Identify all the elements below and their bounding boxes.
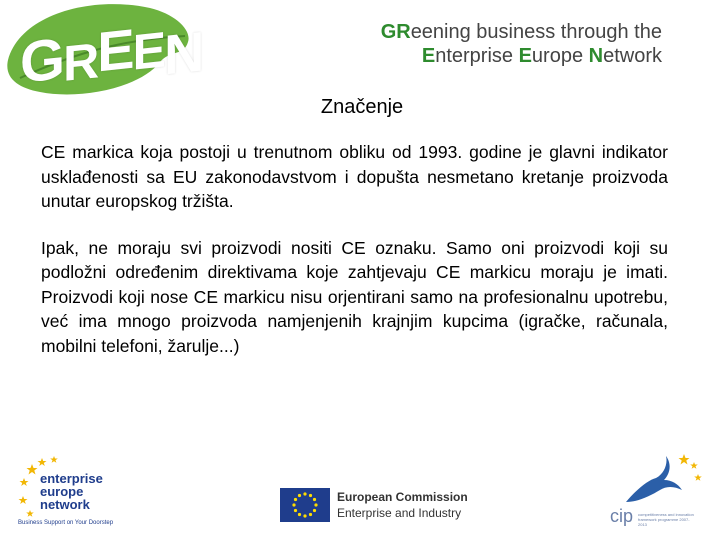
cip-label: cip (610, 506, 634, 526)
slide-content (41, 140, 668, 380)
paragraph: Ipak, ne moraju svi proizvodi nositi CE oznaku. Samo oni proizvodi koji su podložni određenim direktivama koje zahtjevaju CE markicu moraju je imati. Proizvodi koji nose CE markicu nisu orjentirani samo na profesionalnu upotrebu, već ima mnogo proizvoda namjenjenih krajnjim kupcima (igračke, računala, mobilni telefoni, žarulje...) (41, 237, 668, 356)
een-logo (18, 456, 128, 532)
een-logo-text (40, 472, 103, 511)
tagline-highlight: N (588, 45, 604, 67)
eu-flag-icon (280, 488, 330, 522)
header-tagline (381, 20, 662, 68)
ec-title: European Commission (337, 490, 468, 504)
tagline-highlight: E (421, 45, 436, 67)
een-line: enterprise (40, 471, 103, 486)
ec-subtitle: Enterprise and Industry (337, 506, 462, 520)
cip-description: competitiveness and innovation framework programme 2007-2013 (638, 512, 694, 527)
logo-letter: E (97, 16, 133, 84)
logo-letter: N (163, 19, 203, 87)
paragraph: CE markica koja postoji u trenutnom obliku od 1993. godine je glavni indikator usklađenosti sa EU zakonodavstvom i dopušta nesmetano kretanje proizvoda unutar europskog tržišta. (41, 142, 668, 211)
een-line: network (40, 497, 90, 512)
cip-logo (606, 450, 706, 535)
slide-title: Značenje (320, 96, 404, 118)
tagline-text: nterprise (435, 45, 519, 67)
tagline-text: urope (531, 45, 589, 67)
tagline-text: etwork (603, 45, 662, 67)
runner-icon (606, 450, 706, 510)
ec-logo (280, 488, 480, 524)
logo-letter: E (132, 21, 164, 81)
een-slogan: Business Support on Your Doorstep (18, 520, 114, 526)
tagline-line2 (381, 44, 662, 68)
logo-letter: R (63, 32, 98, 93)
tagline-highlight: E (518, 45, 532, 67)
tagline-text: eening business through the (410, 21, 662, 43)
tagline-line1 (381, 21, 662, 43)
tagline-highlight: GR (380, 21, 411, 43)
logo-letter: G (20, 26, 64, 96)
een-line: europe (40, 484, 84, 499)
green-logo (0, 0, 203, 100)
